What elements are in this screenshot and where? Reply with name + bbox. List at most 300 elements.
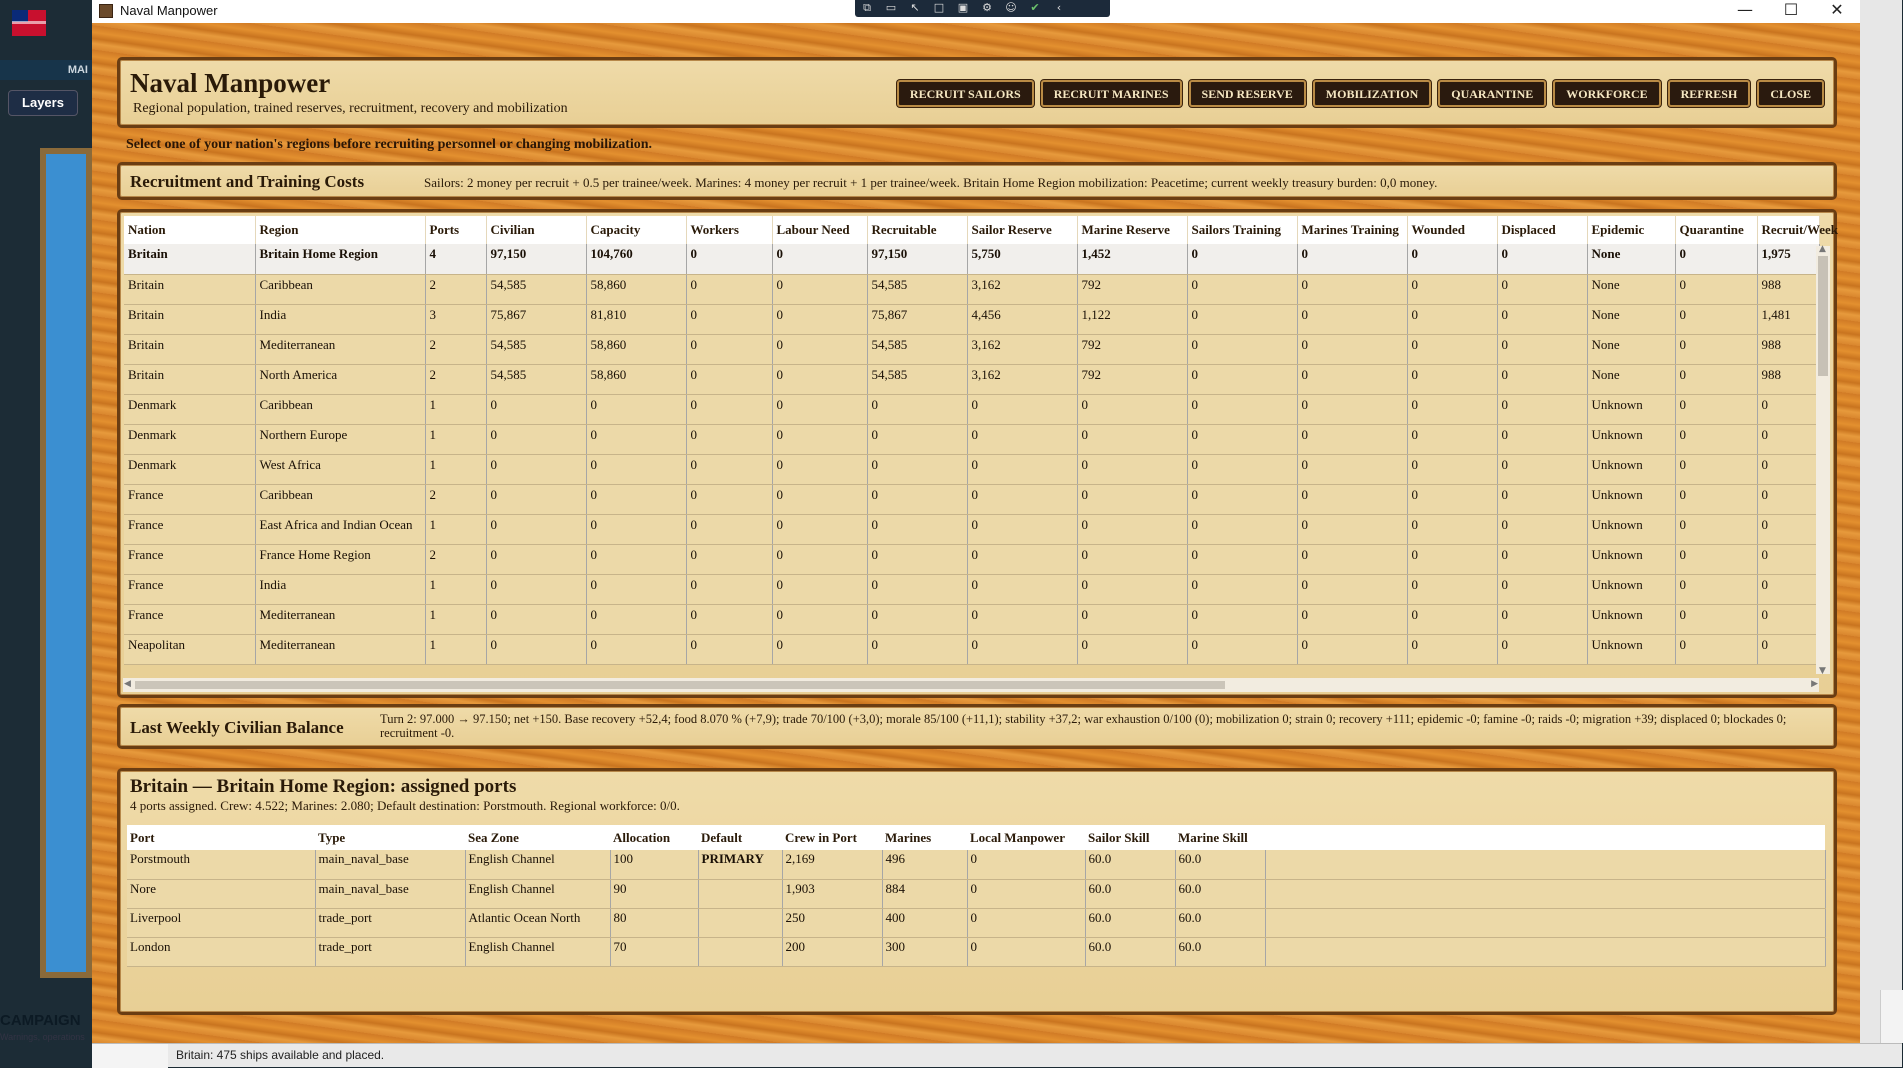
port-cell: 60.0: [1085, 937, 1175, 966]
row-filler: [1265, 908, 1825, 937]
scroll-left-icon[interactable]: ◀: [124, 679, 131, 689]
table-cell: 0: [772, 334, 867, 364]
table-cell: 0: [1497, 634, 1587, 664]
table-cell: None: [1587, 244, 1675, 274]
port-row[interactable]: [127, 879, 1825, 908]
port-cell: 200: [782, 937, 882, 966]
table-cell: 0: [1497, 484, 1587, 514]
table-cell: 0: [1187, 604, 1297, 634]
table-cell: Britain: [124, 364, 255, 394]
wood-frame: [92, 23, 1860, 1043]
table-cell: 0: [1077, 634, 1187, 664]
table-cell: 0: [1187, 634, 1297, 664]
table-cell: 0: [1187, 454, 1297, 484]
table-cell: 0: [1077, 544, 1187, 574]
ports-column-header[interactable]: Sea Zone: [465, 825, 610, 850]
table-cell: 0: [1297, 454, 1407, 484]
maximize-button[interactable]: ☐: [1783, 0, 1799, 19]
table-cell: 0: [772, 394, 867, 424]
table-cell: France: [124, 544, 255, 574]
naval-manpower-window: [92, 0, 1860, 1043]
table-cell: Britain Home Region: [255, 244, 425, 274]
title-bar[interactable]: [92, 0, 1860, 23]
column-header[interactable]: Epidemic: [1587, 216, 1675, 244]
table-cell: 0: [1297, 304, 1407, 334]
table-cell: 0: [1187, 514, 1297, 544]
ports-column-header[interactable]: Local Manpower: [967, 825, 1085, 850]
recruit-sailors-button[interactable]: RECRUIT SAILORS: [897, 80, 1034, 107]
table-cell: 0: [1757, 544, 1819, 574]
table-row[interactable]: [124, 634, 1819, 664]
table-cell: France: [124, 514, 255, 544]
table-cell: 0: [1757, 514, 1819, 544]
table-cell: 0: [1407, 634, 1497, 664]
ports-column-header[interactable]: Crew in Port: [782, 825, 882, 850]
window-icon[interactable]: □: [933, 1, 945, 14]
table-cell: 988: [1757, 364, 1819, 394]
table-row[interactable]: [124, 274, 1819, 304]
table-cell: 792: [1077, 334, 1187, 364]
quarantine-button[interactable]: QUARANTINE: [1438, 80, 1546, 107]
table-cell: Northern Europe: [255, 424, 425, 454]
column-header[interactable]: Recruit/Week: [1757, 216, 1819, 244]
table-cell: 0: [967, 634, 1077, 664]
table-cell: Unknown: [1587, 454, 1675, 484]
table-cell: 54,585: [486, 364, 586, 394]
table-cell: 0: [586, 394, 686, 424]
ports-title: Britain — Britain Home Region: assigned ports: [130, 776, 517, 797]
table-cell: 0: [772, 274, 867, 304]
page-title: Naval Manpower: [130, 68, 331, 98]
app-icon: [99, 4, 113, 18]
table-cell: 0: [686, 334, 772, 364]
table-row[interactable]: [124, 394, 1819, 424]
table-cell: 0: [1407, 544, 1497, 574]
refresh-button[interactable]: REFRESH: [1668, 80, 1751, 107]
table-cell: 0: [586, 574, 686, 604]
table-cell: 0: [1297, 574, 1407, 604]
column-header[interactable]: Workers: [686, 216, 772, 244]
port-cell: 0: [967, 879, 1085, 908]
map-view[interactable]: [40, 148, 92, 978]
table-cell: 0: [586, 514, 686, 544]
table-cell: 0: [1497, 274, 1587, 304]
table-cell: 0: [967, 424, 1077, 454]
table-cell: 0: [1187, 244, 1297, 274]
table-cell: 0: [867, 634, 967, 664]
cursor-icon[interactable]: ↖: [910, 1, 920, 14]
port-cell: 60.0: [1175, 850, 1265, 879]
balance-title: Last Weekly Civilian Balance: [130, 718, 344, 737]
table-cell: 0: [1407, 514, 1497, 544]
port-cell: [698, 937, 782, 966]
campaign-sublabel: Warnings, operations: [0, 1032, 85, 1042]
row-filler: [1265, 937, 1825, 966]
table-cell: North America: [255, 364, 425, 394]
main-tab[interactable]: MAI: [0, 60, 92, 80]
table-cell: 58,860: [586, 334, 686, 364]
table-cell: 3,162: [967, 364, 1077, 394]
table-cell: 0: [686, 544, 772, 574]
table-cell: 58,860: [586, 364, 686, 394]
port-cell: 90: [610, 879, 698, 908]
column-header[interactable]: Civilian: [486, 216, 586, 244]
table-cell: 1: [425, 604, 486, 634]
table-cell: 97,150: [867, 244, 967, 274]
table-cell: 0: [1497, 334, 1587, 364]
port-cell: [698, 879, 782, 908]
table-cell: 0: [486, 604, 586, 634]
table-cell: 0: [1077, 454, 1187, 484]
close-button[interactable]: CLOSE: [1757, 80, 1824, 107]
table-cell: 988: [1757, 334, 1819, 364]
table-cell: 0: [1297, 334, 1407, 364]
port-cell: 0: [967, 937, 1085, 966]
costs-text: Sailors: 2 money per recruit + 0.5 per trainee/week. Marines: 4 money per recruit + 1 per trainee/week. Britain Home Region mobilization: Peacetime; current weekly treasury burden: 0,0 money.: [424, 175, 1438, 190]
table-cell: 0: [772, 364, 867, 394]
table-row[interactable]: [124, 244, 1819, 274]
table-cell: 0: [1757, 394, 1819, 424]
table-cell: 0: [772, 244, 867, 274]
table-cell: Unknown: [1587, 514, 1675, 544]
table-cell: 0: [686, 244, 772, 274]
table-cell: 0: [967, 604, 1077, 634]
port-cell: 1,903: [782, 879, 882, 908]
table-cell: Caribbean: [255, 274, 425, 304]
column-header[interactable]: Quarantine: [1675, 216, 1757, 244]
table-row[interactable]: [124, 544, 1819, 574]
table-cell: 0: [486, 574, 586, 604]
table-cell: 0: [686, 604, 772, 634]
table-cell: 0: [1297, 244, 1407, 274]
ports-column-header[interactable]: Default: [698, 825, 782, 850]
table-cell: 0: [772, 304, 867, 334]
port-cell: 884: [882, 879, 967, 908]
table-cell: 0: [686, 484, 772, 514]
table-cell: 1,975: [1757, 244, 1819, 274]
regions-table: [124, 216, 1839, 665]
check-icon[interactable]: ✔: [1030, 1, 1040, 14]
table-cell: 0: [586, 424, 686, 454]
table-cell: 0: [1407, 304, 1497, 334]
table-cell: 0: [867, 514, 967, 544]
column-header[interactable]: Nation: [124, 216, 255, 244]
table-cell: 1,122: [1077, 304, 1187, 334]
port-cell: 60.0: [1175, 937, 1265, 966]
column-header[interactable]: Marines Training: [1297, 216, 1407, 244]
table-cell: Britain: [124, 244, 255, 274]
table-cell: 0: [867, 544, 967, 574]
table-cell: 0: [486, 424, 586, 454]
table-cell: Caribbean: [255, 484, 425, 514]
table-cell: 0: [1675, 244, 1757, 274]
window-title: Naval Manpower: [120, 3, 218, 18]
table-cell: France: [124, 484, 255, 514]
balance-panel: [117, 704, 1837, 749]
table-cell: 0: [1187, 574, 1297, 604]
snip-icon[interactable]: ⧉: [863, 1, 871, 14]
table-cell: Denmark: [124, 424, 255, 454]
column-header[interactable]: Marine Reserve: [1077, 216, 1187, 244]
table-cell: 4: [425, 244, 486, 274]
scroll-down-icon[interactable]: ▼: [1819, 666, 1826, 676]
table-cell: 54,585: [486, 274, 586, 304]
port-cell: [698, 908, 782, 937]
vertical-scrollbar[interactable]: [1816, 246, 1830, 674]
column-header[interactable]: Wounded: [1407, 216, 1497, 244]
horizontal-scroll-thumb[interactable]: [135, 681, 1225, 689]
table-cell: Britain: [124, 334, 255, 364]
table-cell: 0: [1297, 394, 1407, 424]
table-cell: 0: [1297, 364, 1407, 394]
port-cell: Atlantic Ocean North: [465, 908, 610, 937]
table-cell: Caribbean: [255, 394, 425, 424]
table-cell: 0: [686, 574, 772, 604]
header-panel: [117, 57, 1837, 128]
recruit-marines-button[interactable]: RECRUIT MARINES: [1041, 80, 1182, 107]
table-cell: 3,162: [967, 274, 1077, 304]
table-cell: 0: [1407, 484, 1497, 514]
table-cell: 0: [1675, 394, 1757, 424]
table-cell: 1: [425, 424, 486, 454]
table-cell: 0: [1407, 454, 1497, 484]
port-cell: English Channel: [465, 937, 610, 966]
table-cell: 0: [1077, 604, 1187, 634]
table-cell: 2: [425, 484, 486, 514]
table-cell: 0: [967, 454, 1077, 484]
port-cell: English Channel: [465, 879, 610, 908]
column-header[interactable]: Ports: [425, 216, 486, 244]
table-cell: 0: [1497, 424, 1587, 454]
port-cell: 496: [882, 850, 967, 879]
table-cell: 0: [686, 274, 772, 304]
accessibility-icon[interactable]: ☺: [1005, 1, 1017, 14]
table-row[interactable]: [124, 304, 1819, 334]
port-row[interactable]: [127, 850, 1825, 879]
table-cell: 0: [486, 394, 586, 424]
table-row[interactable]: [124, 424, 1819, 454]
table-cell: Mediterranean: [255, 334, 425, 364]
column-header[interactable]: Recruitable: [867, 216, 967, 244]
camera-icon[interactable]: ▭: [885, 1, 897, 14]
monitor-icon[interactable]: ▣: [957, 1, 969, 14]
table-cell: 0: [1497, 514, 1587, 544]
port-cell: 2,169: [782, 850, 882, 879]
port-cell: 60.0: [1085, 908, 1175, 937]
table-cell: 97,150: [486, 244, 586, 274]
ports-subtitle: 4 ports assigned. Crew: 4.522; Marines: 2.080; Default destination: Porstmouth. Regional workforce: 0/0.: [130, 798, 680, 813]
table-cell: 81,810: [586, 304, 686, 334]
column-header[interactable]: Displaced: [1497, 216, 1587, 244]
table-cell: 0: [1675, 424, 1757, 454]
table-cell: 3: [425, 304, 486, 334]
table-cell: 0: [1187, 484, 1297, 514]
send-reserve-button[interactable]: SEND RESERVE: [1189, 80, 1306, 107]
table-cell: Denmark: [124, 394, 255, 424]
header-filler: [1265, 825, 1825, 850]
ports-column-header[interactable]: Type: [315, 825, 465, 850]
ports-column-header[interactable]: Allocation: [610, 825, 698, 850]
table-cell: 75,867: [486, 304, 586, 334]
port-cell: Liverpool: [127, 908, 315, 937]
table-cell: 0: [1187, 364, 1297, 394]
table-cell: Unknown: [1587, 634, 1675, 664]
port-row[interactable]: [127, 937, 1825, 966]
table-row[interactable]: [124, 334, 1819, 364]
table-cell: 2: [425, 334, 486, 364]
table-cell: 0: [1497, 304, 1587, 334]
row-filler: [1265, 879, 1825, 908]
table-row[interactable]: [124, 514, 1819, 544]
table-cell: 0: [686, 364, 772, 394]
minimize-button[interactable]: —: [1737, 0, 1753, 19]
horizontal-scrollbar[interactable]: [123, 678, 1819, 692]
table-cell: 0: [1497, 454, 1587, 484]
ports-column-header[interactable]: Marines: [882, 825, 967, 850]
table-cell: None: [1587, 364, 1675, 394]
table-cell: 0: [1675, 544, 1757, 574]
port-cell: 0: [967, 850, 1085, 879]
table-row[interactable]: [124, 574, 1819, 604]
table-cell: 2: [425, 544, 486, 574]
table-cell: 0: [1407, 574, 1497, 604]
table-row[interactable]: [124, 484, 1819, 514]
port-cell: trade_port: [315, 908, 465, 937]
port-cell: 60.0: [1175, 879, 1265, 908]
game-background: [0, 0, 92, 1067]
table-cell: 0: [867, 394, 967, 424]
table-cell: Unknown: [1587, 424, 1675, 454]
costs-title: Recruitment and Training Costs: [130, 172, 365, 191]
table-cell: 0: [586, 634, 686, 664]
port-cell: 100: [610, 850, 698, 879]
table-cell: None: [1587, 334, 1675, 364]
table-cell: 0: [486, 454, 586, 484]
table-cell: 0: [1407, 604, 1497, 634]
table-cell: 0: [686, 304, 772, 334]
ports-column-header[interactable]: Marine Skill: [1175, 825, 1265, 850]
port-cell: 300: [882, 937, 967, 966]
column-header[interactable]: Labour Need: [772, 216, 867, 244]
table-cell: 792: [1077, 274, 1187, 304]
table-cell: 0: [1077, 514, 1187, 544]
port-cell: London: [127, 937, 315, 966]
table-cell: 0: [1297, 604, 1407, 634]
column-header[interactable]: Capacity: [586, 216, 686, 244]
table-cell: 0: [772, 454, 867, 484]
settings-icon[interactable]: ⚙: [982, 1, 992, 14]
table-cell: 0: [1675, 274, 1757, 304]
table-cell: 0: [1297, 514, 1407, 544]
vertical-scroll-thumb[interactable]: [1818, 256, 1828, 376]
chevron-left-icon[interactable]: ‹: [1056, 1, 1062, 14]
table-cell: Unknown: [1587, 394, 1675, 424]
column-header[interactable]: Sailor Reserve: [967, 216, 1077, 244]
column-header[interactable]: Region: [255, 216, 425, 244]
table-row[interactable]: [124, 454, 1819, 484]
table-cell: 0: [772, 544, 867, 574]
scroll-right-icon[interactable]: ▶: [1811, 679, 1818, 689]
table-cell: 0: [1757, 634, 1819, 664]
layers-button[interactable]: Layers: [8, 90, 78, 116]
background-right-panel: [1860, 0, 1902, 1043]
table-cell: 792: [1077, 364, 1187, 394]
table-cell: 0: [772, 574, 867, 604]
table-cell: 0: [1407, 334, 1497, 364]
table-cell: Unknown: [1587, 604, 1675, 634]
ports-column-header[interactable]: Sailor Skill: [1085, 825, 1175, 850]
table-cell: 0: [1187, 394, 1297, 424]
balance-text: Turn 2: 97.000 → 97.150; net +150. Base recovery +52,4; food 8.070 % (+7,9); trade 70/100 (+3,0); morale 85/100 (+11,1); stability +37,2; war exhaustion 0/100 (0); mobilization 0; strain 0; recovery +111; epidemic -0; famine -0; raids -0; migration +39; displaced 0; blockades 0; recruitment -0.: [380, 712, 1787, 740]
table-cell: 54,585: [867, 274, 967, 304]
table-cell: 0: [1407, 364, 1497, 394]
table-cell: 0: [1497, 604, 1587, 634]
table-cell: 0: [967, 544, 1077, 574]
port-row[interactable]: [127, 908, 1825, 937]
table-cell: 0: [1297, 424, 1407, 454]
table-cell: 1,452: [1077, 244, 1187, 274]
table-cell: 0: [1497, 244, 1587, 274]
table-cell: 0: [867, 484, 967, 514]
port-cell: English Channel: [465, 850, 610, 879]
page-subtitle: Regional population, trained reserves, recruitment, recovery and mobilization: [133, 101, 568, 116]
table-cell: India: [255, 574, 425, 604]
background-scrollbar[interactable]: [1880, 990, 1903, 1043]
table-cell: Mediterranean: [255, 634, 425, 664]
table-cell: 0: [1297, 634, 1407, 664]
table-cell: 0: [867, 574, 967, 604]
table-cell: 58,860: [586, 274, 686, 304]
nation-flag-icon[interactable]: [12, 10, 46, 36]
table-cell: 0: [1407, 424, 1497, 454]
close-window-button[interactable]: ✕: [1830, 0, 1844, 19]
port-cell: 70: [610, 937, 698, 966]
table-cell: 0: [1757, 424, 1819, 454]
table-cell: 75,867: [867, 304, 967, 334]
table-cell: 0: [867, 424, 967, 454]
table-cell: 0: [1187, 334, 1297, 364]
mobilization-button[interactable]: MOBILIZATION: [1313, 80, 1431, 107]
table-row[interactable]: [124, 604, 1819, 634]
table-cell: 0: [586, 604, 686, 634]
table-cell: 0: [1497, 364, 1587, 394]
ports-panel: [117, 768, 1837, 1015]
table-row[interactable]: [124, 364, 1819, 394]
table-cell: Mediterranean: [255, 604, 425, 634]
table-cell: 0: [1077, 484, 1187, 514]
table-cell: 1: [425, 634, 486, 664]
table-cell: 1,481: [1757, 304, 1819, 334]
table-cell: Unknown: [1587, 544, 1675, 574]
table-cell: 0: [1497, 544, 1587, 574]
table-cell: 4,456: [967, 304, 1077, 334]
table-cell: Unknown: [1587, 484, 1675, 514]
port-cell: 80: [610, 908, 698, 937]
port-cell: 0: [967, 908, 1085, 937]
table-cell: 0: [1675, 514, 1757, 544]
table-cell: 0: [586, 454, 686, 484]
table-cell: France: [124, 574, 255, 604]
column-header[interactable]: Sailors Training: [1187, 216, 1297, 244]
table-cell: 0: [686, 514, 772, 544]
instruction-text: Select one of your nation's regions before recruiting personnel or changing mobilization.: [126, 137, 653, 152]
regions-table-panel: [117, 209, 1837, 698]
table-cell: 2: [425, 274, 486, 304]
ports-column-header[interactable]: Port: [127, 825, 315, 850]
table-cell: 0: [1757, 484, 1819, 514]
workforce-button[interactable]: WORKFORCE: [1553, 80, 1660, 107]
scroll-up-icon[interactable]: ▲: [1819, 244, 1826, 254]
